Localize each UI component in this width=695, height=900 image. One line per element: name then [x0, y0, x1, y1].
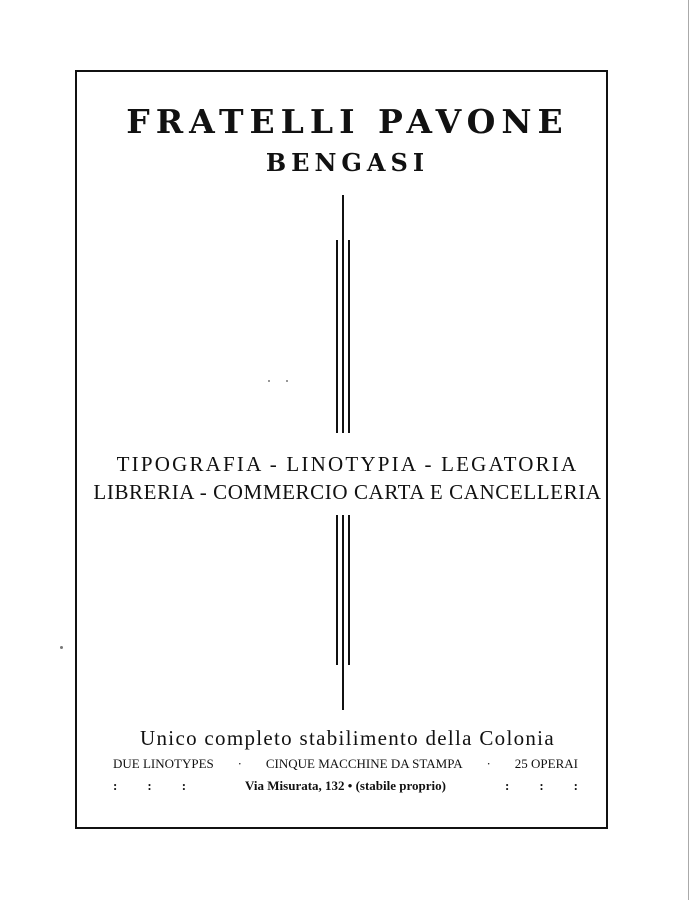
scan-speck — [286, 380, 288, 382]
dot-separator: : — [181, 778, 187, 793]
equipment-item: 25 OPERAI — [514, 756, 578, 771]
equipment-separator: · — [486, 756, 491, 771]
dot-separator: : — [573, 778, 578, 793]
services-line-2: LIBRERIA - COMMERCIO CARTA E CANCELLERIA — [93, 480, 602, 504]
scan-speck — [268, 380, 270, 382]
equipment-line — [113, 756, 578, 772]
equipment-item: DUE LINOTYPES — [113, 756, 214, 771]
ornament-line — [342, 515, 344, 710]
address-line — [113, 778, 578, 794]
address-text: Via Misurata, 132 • (stabile proprio) — [245, 778, 446, 793]
equipment-item: CINQUE MACCHINE DA STAMPA — [265, 756, 463, 771]
ornament-line — [342, 195, 344, 433]
dot-separator: : — [504, 778, 510, 793]
page-edge-shadow — [688, 0, 689, 900]
dot-separator: : — [147, 778, 152, 793]
scan-speck — [60, 646, 63, 649]
ornament-line — [336, 515, 338, 665]
ornament-line — [348, 515, 350, 665]
services-line-1: TIPOGRAFIA - LINOTYPIA - LEGATORIA — [116, 452, 579, 476]
ad-frame — [75, 70, 608, 829]
firm-name: FRATELLI PAVONE — [126, 102, 569, 141]
address-dots-right — [505, 778, 578, 794]
address-dots-left — [113, 778, 186, 794]
ornament-line — [348, 240, 350, 433]
city-name: BENGASI — [265, 148, 430, 177]
dot-separator: : — [539, 778, 544, 793]
tagline: Unico completo stabilimento della Colonia — [140, 726, 555, 750]
ornament-line — [336, 240, 338, 433]
dot-separator: : — [113, 778, 118, 793]
equipment-separator: · — [237, 756, 242, 771]
